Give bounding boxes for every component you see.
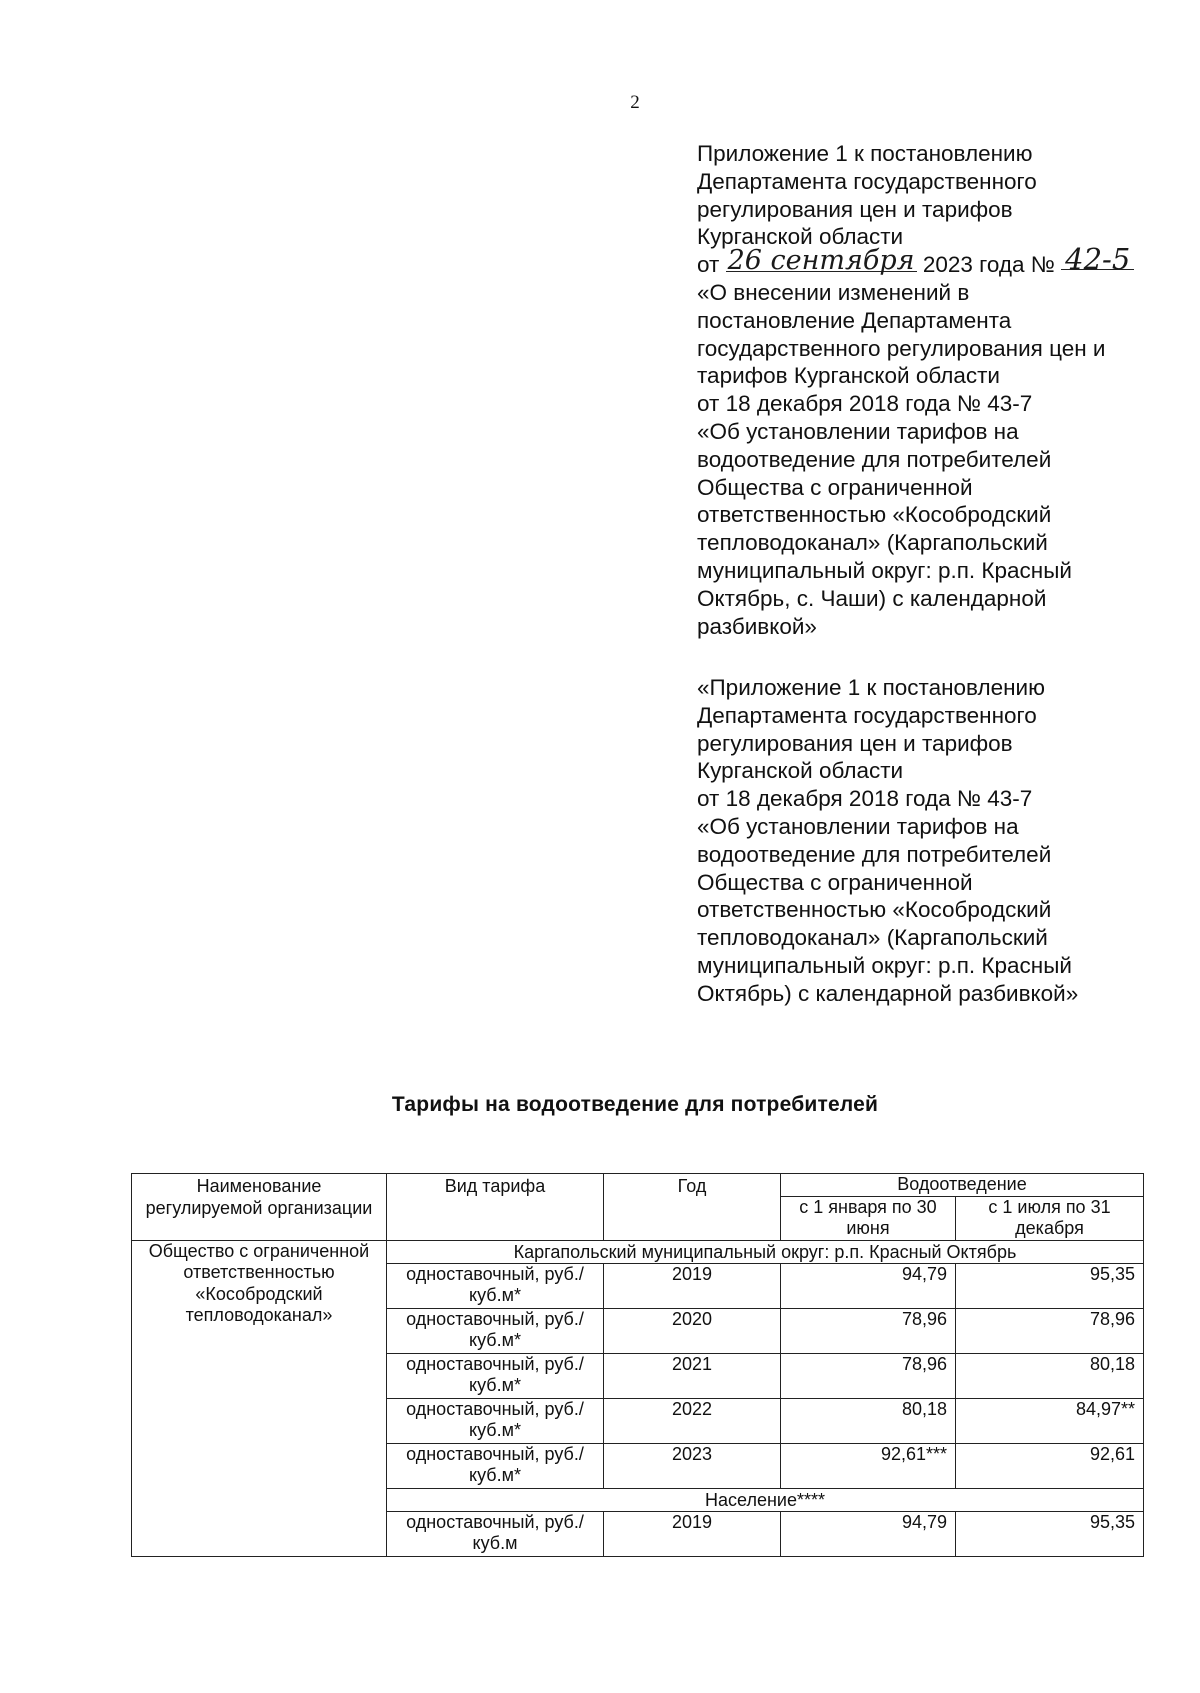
appendix-line: муниципальный округ: р.п. Красный bbox=[697, 557, 1072, 583]
period-2-value: 95,35 bbox=[956, 1263, 1144, 1308]
appendix-line: постановление Департамента bbox=[697, 307, 1012, 333]
organization-cell: Общество с ограниченной ответственностью «Кособродский тепловодоканал» bbox=[132, 1240, 387, 1556]
appendix-line: водоотведение для потребителей bbox=[697, 446, 1052, 472]
handwritten-number: 42-5 bbox=[1061, 249, 1134, 270]
header-period-2: с 1 июля по 31 декабря bbox=[956, 1196, 1144, 1240]
year-cell: 2023 bbox=[604, 1443, 781, 1488]
appendix-line: государственного регулирования цен и bbox=[697, 335, 1106, 361]
appendix-line: Департамента государственного bbox=[697, 702, 1037, 728]
year-cell: 2022 bbox=[604, 1398, 781, 1443]
appendix-line: ответственностью «Кособродский bbox=[697, 897, 1052, 923]
appendix-date-line bbox=[697, 242, 1167, 279]
appendix-original-block bbox=[697, 674, 1167, 1008]
tariff-type-cell: одноставочный, руб./куб.м* bbox=[387, 1443, 604, 1488]
period-2-value: 80,18 bbox=[956, 1353, 1144, 1398]
period-2-value: 95,35 bbox=[956, 1511, 1144, 1556]
appendix-line: тепловодоканал» (Каргапольский bbox=[697, 925, 1048, 951]
appendix-line: «Приложение 1 к постановлению bbox=[697, 675, 1045, 700]
appendix-line: Курганской области bbox=[697, 758, 904, 784]
appendix-reference-block bbox=[697, 140, 1167, 640]
section-label: Каргапольский муниципальный округ: р.п. Красный Октябрь bbox=[387, 1240, 1144, 1263]
tariffs-table bbox=[131, 1173, 1144, 1557]
appendix-line: «О внесении изменений в bbox=[697, 279, 970, 305]
appendix-line: муниципальный округ: р.п. Красный bbox=[697, 952, 1072, 978]
appendix-line: регулирования цен и тарифов bbox=[697, 196, 1013, 222]
period-1-value: 78,96 bbox=[781, 1353, 956, 1398]
appendix-line: Октябрь, с. Чаши) с календарной bbox=[697, 585, 1047, 611]
period-1-value: 94,79 bbox=[781, 1263, 956, 1308]
appendix-line: Октябрь) с календарной разбивкой» bbox=[697, 980, 1079, 1006]
header-water-disposal: Водоотведение bbox=[781, 1174, 1144, 1197]
table-header-row bbox=[132, 1174, 1144, 1197]
period-2-value: 84,97** bbox=[956, 1398, 1144, 1443]
appendix-line: Департамента государственного bbox=[697, 168, 1037, 194]
appendix-line: разбивкой» bbox=[697, 613, 817, 639]
appendix-line: Приложение 1 к постановлению bbox=[697, 141, 1033, 166]
period-1-value: 94,79 bbox=[781, 1511, 956, 1556]
period-2-value: 78,96 bbox=[956, 1308, 1144, 1353]
appendix-line: «Об установлении тарифов на bbox=[697, 813, 1019, 839]
header-year: Год bbox=[604, 1174, 781, 1241]
year-cell: 2019 bbox=[604, 1263, 781, 1308]
date-prefix: от bbox=[697, 252, 720, 278]
header-period-1: с 1 января по 30 июня bbox=[781, 1196, 956, 1240]
handwritten-date: 26 сентября bbox=[727, 245, 915, 277]
year-text: 2023 года № bbox=[922, 252, 1055, 278]
year-cell: 2020 bbox=[604, 1308, 781, 1353]
appendix-line: Общества с ограниченной bbox=[697, 869, 973, 895]
appendix-line: Курганской области bbox=[697, 224, 904, 250]
appendix-line: водоотведение для потребителей bbox=[697, 841, 1052, 867]
page-number: 2 bbox=[630, 92, 640, 113]
document-heading: Тарифы на водоотведение для потребителей bbox=[391, 1093, 879, 1116]
tariff-type-cell: одноставочный, руб./куб.м* bbox=[387, 1308, 604, 1353]
tariff-type-cell: одноставочный, руб./куб.м* bbox=[387, 1398, 604, 1443]
header-tariff-type: Вид тарифа bbox=[387, 1174, 604, 1241]
tariff-type-cell: одноставочный, руб./куб.м* bbox=[387, 1353, 604, 1398]
appendix-line: тарифов Курганской области bbox=[697, 363, 1000, 389]
appendix-line: «Об установлении тарифов на bbox=[697, 418, 1019, 444]
tariff-type-cell: одноставочный, руб./куб.м bbox=[387, 1511, 604, 1556]
period-1-value: 92,61*** bbox=[781, 1443, 956, 1488]
appendix-line: от 18 декабря 2018 года № 43-7 bbox=[697, 391, 1033, 417]
section-row bbox=[132, 1240, 1144, 1263]
period-1-value: 80,18 bbox=[781, 1398, 956, 1443]
year-cell: 2021 bbox=[604, 1353, 781, 1398]
year-cell: 2019 bbox=[604, 1511, 781, 1556]
appendix-line: тепловодоканал» (Каргапольский bbox=[697, 530, 1048, 556]
section-label: Население**** bbox=[387, 1488, 1144, 1511]
header-org: Наименование регулируемой организации bbox=[132, 1174, 387, 1241]
tariff-type-cell: одноставочный, руб./куб.м* bbox=[387, 1263, 604, 1308]
appendix-line: регулирования цен и тарифов bbox=[697, 730, 1013, 756]
appendix-line: Общества с ограниченной bbox=[697, 474, 973, 500]
period-1-value: 78,96 bbox=[781, 1308, 956, 1353]
period-2-value: 92,61 bbox=[956, 1443, 1144, 1488]
appendix-line: от 18 декабря 2018 года № 43-7 bbox=[697, 786, 1033, 812]
appendix-line: ответственностью «Кособродский bbox=[697, 502, 1052, 528]
